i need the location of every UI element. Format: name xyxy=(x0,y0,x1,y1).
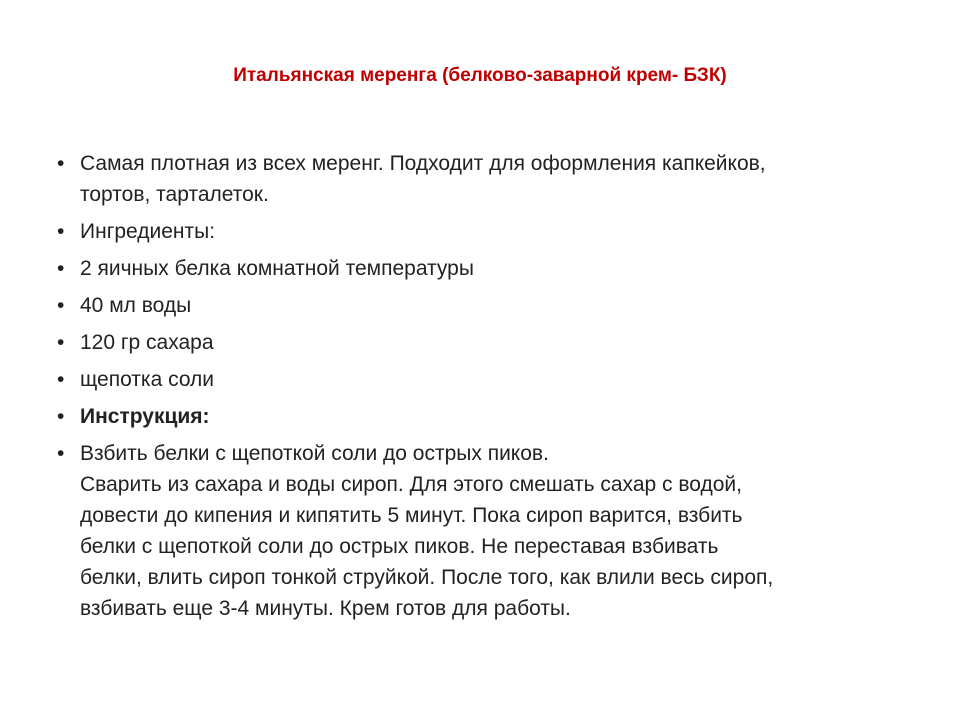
bullet-icon: • xyxy=(57,152,65,175)
item-text-line: довести до кипения и кипятить 5 минут. Пока сироп варится, взбить xyxy=(80,504,743,527)
item-text-line: 2 яичных белка комнатной температуры xyxy=(80,257,474,280)
slide-title: Итальянская меренга (белково-заварной крем- БЗК) xyxy=(233,65,727,86)
item-text-line: Сварить из сахара и воды сироп. Для этого смешать сахар с водой, xyxy=(80,473,742,496)
item-text-line: 40 мл воды xyxy=(80,294,192,317)
bullet-icon: • xyxy=(57,368,65,391)
bullet-icon: • xyxy=(57,331,65,354)
item-text-line: щепотка соли xyxy=(80,368,215,391)
bullet-icon: • xyxy=(57,294,65,317)
bullet-icon: • xyxy=(57,442,65,465)
item-text-line: Самая плотная из всех меренг. Подходит для оформления капкейков, xyxy=(80,152,766,175)
item-text-line: тортов, тарталеток. xyxy=(80,183,269,206)
bullet-icon: • xyxy=(57,257,65,280)
list-item-ingredients-heading xyxy=(56,216,916,247)
list-item-description xyxy=(56,148,916,210)
item-text-line: белки с щепоткой соли до острых пиков. Не переставая взбивать xyxy=(80,535,719,558)
list-item-instructions xyxy=(56,438,916,624)
item-text-line: Ингредиенты: xyxy=(80,220,216,243)
item-text-line: Взбить белки с щепоткой соли до острых пиков. xyxy=(80,442,549,465)
list-item-ingredient-salt xyxy=(56,364,916,395)
list-item-ingredient-egg-whites xyxy=(56,253,916,284)
list-item-ingredient-water xyxy=(56,290,916,321)
item-text-line: Инструкция: xyxy=(80,405,210,428)
bullet-icon: • xyxy=(57,220,65,243)
bullet-list xyxy=(56,148,916,630)
item-text-line: белки, влить сироп тонкой струйкой. После того, как влили весь сироп, xyxy=(80,566,774,589)
item-text-line: 120 гр сахара xyxy=(80,331,214,354)
list-item-ingredient-sugar xyxy=(56,327,916,358)
item-text-line: взбивать еще 3-4 минуты. Крем готов для работы. xyxy=(80,597,571,620)
bullet-icon: • xyxy=(57,405,65,428)
list-item-instructions-heading xyxy=(56,401,916,432)
